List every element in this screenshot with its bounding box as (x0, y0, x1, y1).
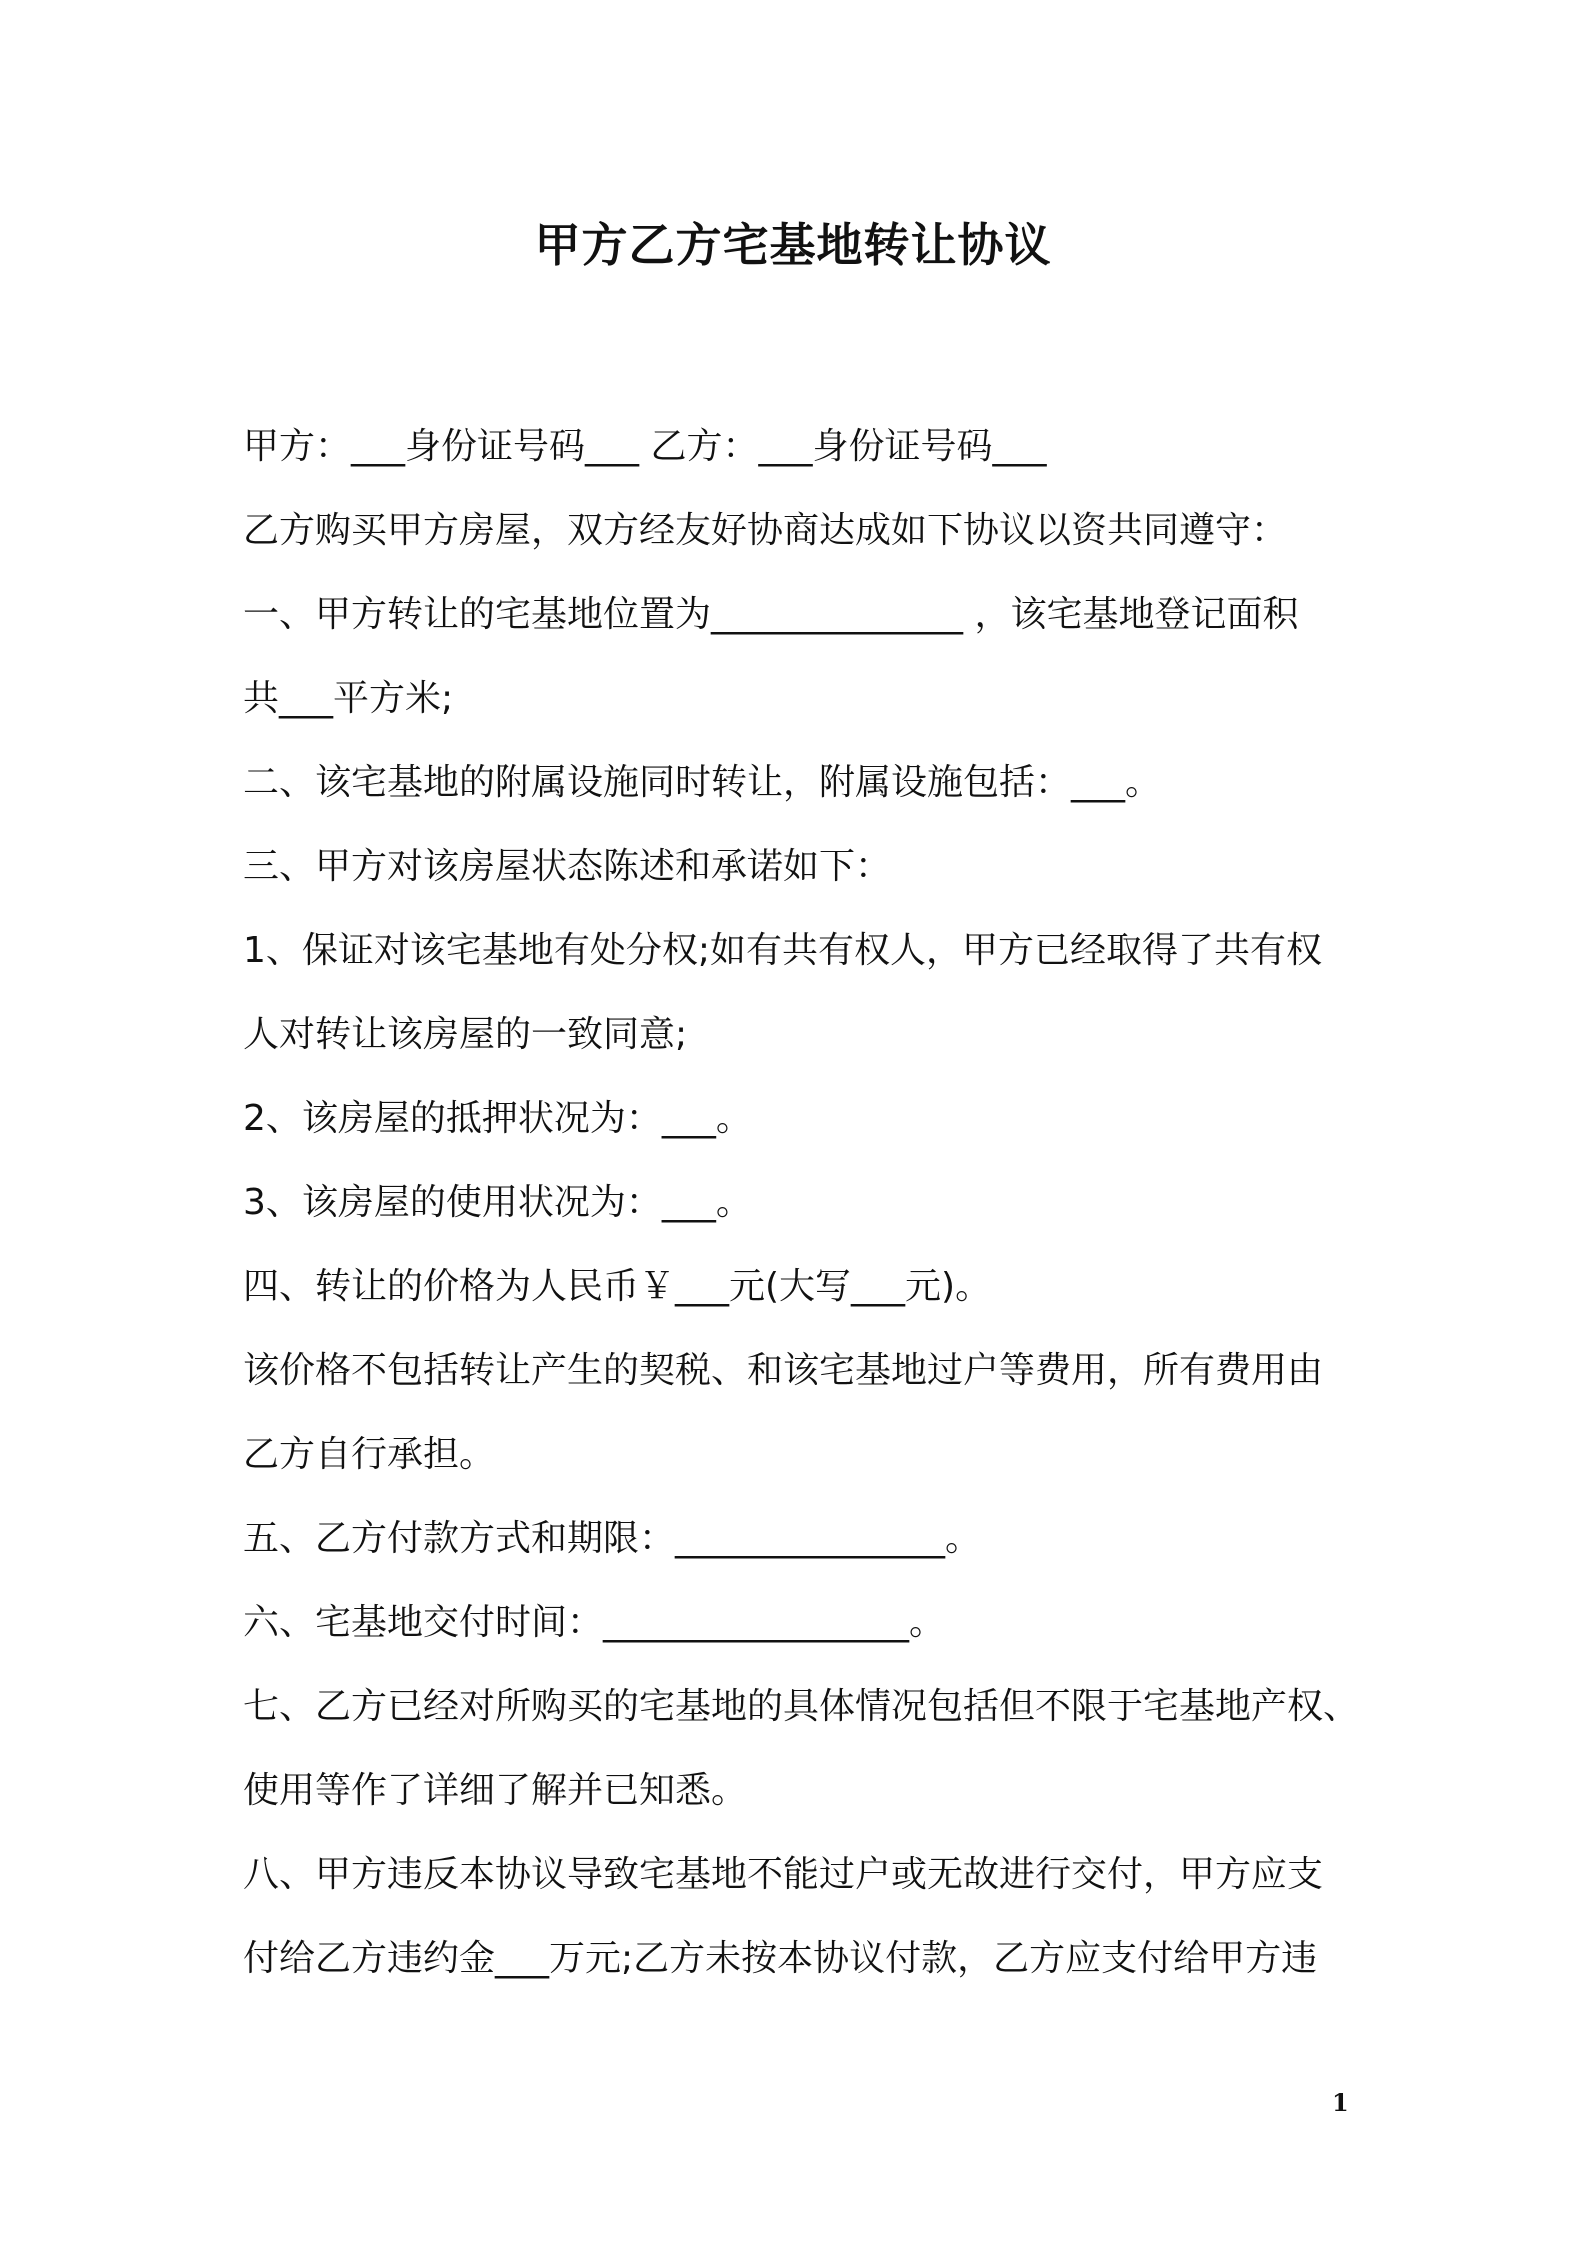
clause-6-line: 六、宅基地交付时间：_________________。 (243, 1602, 946, 1643)
clause-3-item-1-continuation: 人对转让该房屋的一致同意; (243, 1014, 688, 1055)
clause-3-item-1-line: 1、保证对该宅基地有处分权;如有共有权人，甲方已经取得了共有权 (243, 930, 1323, 971)
page-number: 1 (1332, 2088, 1349, 2117)
clause-4-note-line: 该价格不包括转让产生的契税、和该宅基地过户等费用，所有费用由 (243, 1350, 1324, 1391)
clause-1-line: 一、甲方转让的宅基地位置为______________ ，该宅基地登记面积 (243, 594, 1299, 635)
clause-8-line: 八、甲方违反本协议导致宅基地不能过户或无故进行交付，甲方应支 (243, 1854, 1324, 1895)
clause-1-continuation: 共___平方米; (243, 678, 454, 719)
clause-3-item-3-line: 3、该房屋的使用状况为：___。 (243, 1182, 752, 1223)
party-info-line: 甲方：___身份证号码___ 乙方：___身份证号码___ (243, 426, 1047, 467)
clause-3-line: 三、甲方对该房屋状态陈述和承诺如下： (243, 846, 892, 887)
clause-8-continuation: 付给乙方违约金___万元;乙方未按本协议付款，乙方应支付给甲方违 (243, 1938, 1318, 1979)
clause-2-line: 二、该宅基地的附属设施同时转让，附属设施包括：___。 (243, 762, 1162, 803)
clause-4-note-continuation: 乙方自行承担。 (243, 1434, 496, 1475)
clause-5-line: 五、乙方付款方式和期限：_______________。 (243, 1518, 982, 1559)
clause-3-item-2-line: 2、该房屋的抵押状况为：___。 (243, 1098, 752, 1139)
preamble-line: 乙方购买甲方房屋，双方经友好协商达成如下协议以资共同遵守： (243, 510, 1288, 551)
clause-7-line: 七、乙方已经对所购买的宅基地的具体情况包括但不限于宅基地产权、 (243, 1686, 1360, 1727)
clause-7-continuation: 使用等作了详细了解并已知悉。 (243, 1770, 748, 1811)
document-body (243, 405, 1383, 2001)
clause-4-line: 四、转让的价格为人民币￥___元(大写___元)。 (243, 1266, 992, 1307)
document-title: 甲方乙方宅基地转让协议 (534, 218, 1052, 272)
